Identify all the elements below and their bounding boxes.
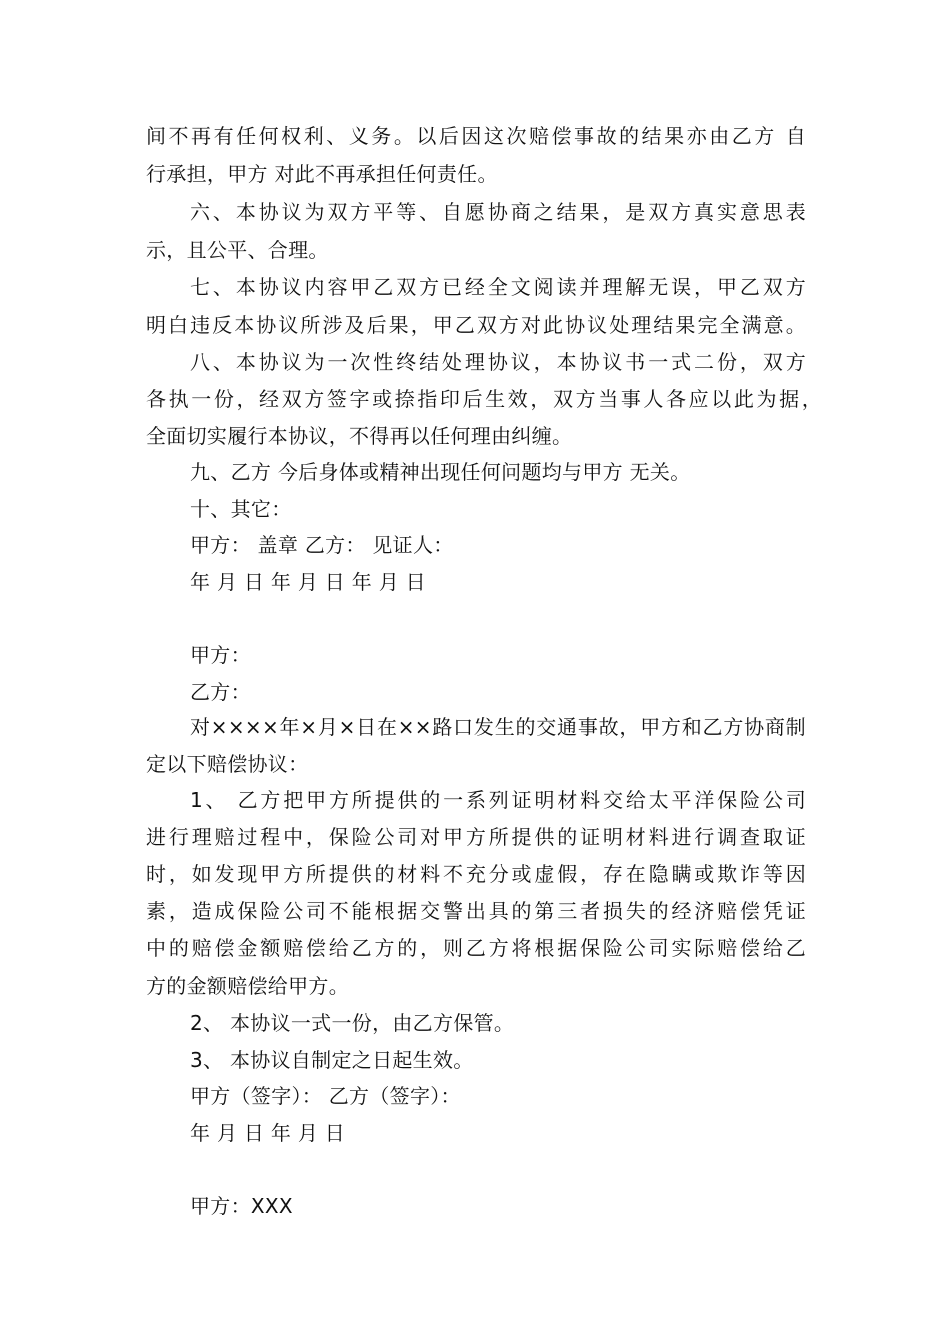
text-line: 各执一份，经双方签字或捺指印后生效，双方当事人各应以此为据， (146, 387, 822, 411)
text-line: 1、 乙方把甲方所提供的一系列证明材料交给太平洋保险公司 (190, 788, 806, 812)
text-line: 方的金额赔偿给甲方。 (146, 974, 349, 998)
text-line: 对××××年×月×日在××路口发生的交通事故，甲方和乙方协商制 (190, 715, 806, 739)
party-a-name: 甲方：XXX (190, 1194, 293, 1218)
party-b-label: 乙方： (190, 680, 251, 704)
text-line: 时，如发现甲方所提供的材料不充分或虚假，存在隐瞒或欺诈等因 (146, 862, 806, 886)
text-line: 3、 本协议自制定之日起生效。 (190, 1048, 474, 1072)
party-a-label: 甲方： (190, 643, 251, 667)
signature-line: 甲方： 盖章 乙方： 见证人： (190, 533, 454, 557)
text-line: 示，且公平、合理。 (146, 238, 329, 262)
text-line: 十、其它： (190, 497, 292, 521)
date-line: 年 月 日 年 月 日 年 月 日 (190, 570, 426, 594)
text-line: 九、乙方 今后身体或精神出现任何问题均与甲方 无关。 (190, 460, 691, 484)
text-line: 中的赔偿金额赔偿给乙方的，则乙方将根据保险公司实际赔偿给乙 (146, 936, 806, 960)
text-line: 2、 本协议一式一份，由乙方保管。 (190, 1011, 515, 1035)
date-line: 年 月 日 年 月 日 (190, 1121, 346, 1145)
text-line: 素，造成保险公司不能根据交警出具的第三者损失的经济赔偿凭证 (146, 899, 806, 923)
text-line: 全面切实履行本协议，不得再以任何理由纠缠。 (146, 424, 573, 448)
text-line: 间不再有任何权利、义务。以后因这次赔偿事故的结果亦由乙方 自 (146, 124, 806, 148)
text-line: 定以下赔偿协议： (146, 752, 309, 776)
text-line: 七、本协议内容甲乙双方已经全文阅读并理解无误，甲乙双方 (190, 275, 806, 299)
signature-line: 甲方（签字）： 乙方（签字）： (190, 1084, 461, 1108)
text-line: 八、本协议为一次性终结处理协议，本协议书一式二份，双方 (190, 350, 806, 374)
text-line: 行承担，甲方 对此不再承担任何责任。 (146, 162, 498, 186)
text-line: 进行理赔过程中，保险公司对甲方所提供的证明材料进行调查取证 (146, 825, 806, 849)
text-line: 明白违反本协议所涉及后果，甲乙双方对此协议处理结果完全满意。 (146, 313, 806, 337)
text-line: 六、本协议为双方平等、自愿协商之结果，是双方真实意思表 (190, 200, 806, 224)
